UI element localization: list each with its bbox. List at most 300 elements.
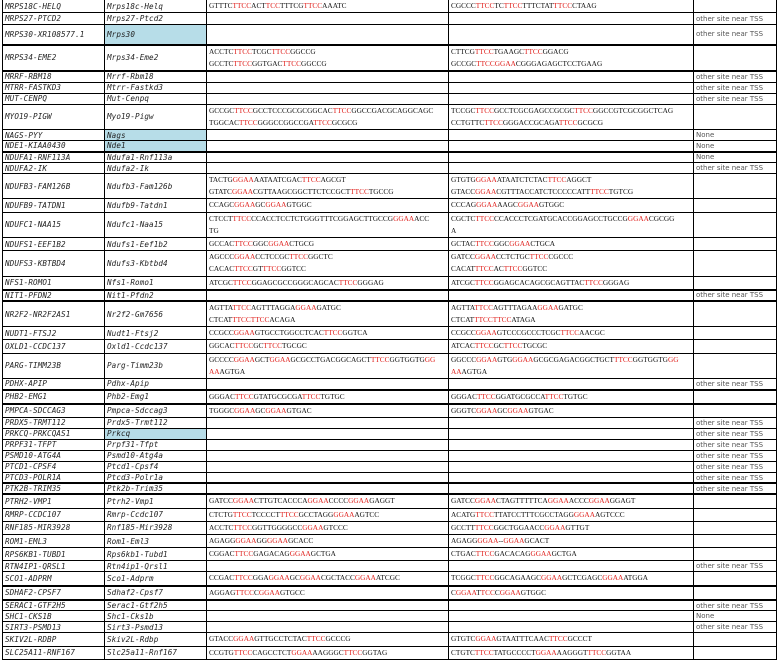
sequence-text: GTATC <box>209 187 232 197</box>
mouse-sequence <box>449 379 694 390</box>
note <box>694 508 777 521</box>
sequence-text: GC <box>289 573 300 583</box>
motif-highlight: GGAA <box>455 587 477 597</box>
table-body <box>3 0 777 659</box>
sequence-text: GTAATTTCAAC <box>496 634 549 644</box>
mouse-sequence <box>449 327 694 340</box>
mouse-sequence <box>449 13 694 25</box>
table-row <box>3 104 777 129</box>
sequence-text: GAGGT <box>369 496 395 506</box>
sequence-text: GTGTG <box>451 175 476 185</box>
sequence-line <box>209 509 446 521</box>
sequence-line <box>451 535 691 547</box>
motif-highlight: TTCC <box>558 117 578 127</box>
table-row <box>3 13 777 25</box>
sequence-line <box>209 327 446 339</box>
table-row <box>3 494 777 508</box>
sequence-text: ATCGC <box>451 277 475 287</box>
table-row <box>3 238 777 251</box>
sequence-line <box>209 174 446 186</box>
note <box>694 572 777 586</box>
sequence-text: GCCTCCCGCGCGGCAC <box>252 105 333 115</box>
mouse-sequence <box>449 82 694 93</box>
sequence-text: GGCAC <box>209 341 235 351</box>
mouse-gene-pair: Mrps18c-Helq <box>105 0 207 13</box>
mouse-sequence <box>449 0 694 13</box>
sequence-text: GTGGC <box>520 587 546 597</box>
note <box>694 174 777 199</box>
motif-highlight: TTCC <box>289 252 308 262</box>
human-sequence <box>207 439 449 450</box>
table-row <box>3 152 777 163</box>
table-row <box>3 0 777 13</box>
sequence-text: AGTCC <box>354 509 380 519</box>
table-row <box>3 390 777 404</box>
motif-highlight: TTCC <box>503 341 523 351</box>
motif-highlight: TTCCGGAA <box>476 58 516 68</box>
motif-highlight: TTCC <box>475 105 494 115</box>
human-sequence <box>207 586 449 600</box>
human-sequence <box>207 353 449 378</box>
sequence-text: GC <box>497 405 508 415</box>
motif-highlight: GGAA <box>299 573 321 583</box>
motif-highlight: GGAA <box>233 328 255 338</box>
motif-highlight: TTCC <box>239 117 258 127</box>
note: other site near TSS <box>694 417 777 428</box>
note: None <box>694 130 777 141</box>
human-sequence <box>207 0 449 13</box>
sequence-text: GTACC <box>451 187 476 197</box>
motif-highlight: GGAA <box>475 187 497 197</box>
mouse-sequence <box>449 494 694 508</box>
sequence-text: GATGC <box>316 302 341 312</box>
motif-highlight: GGAA <box>268 573 290 583</box>
sequence-line <box>209 495 446 507</box>
mouse-sequence <box>449 417 694 428</box>
table-row <box>3 611 777 622</box>
table-row <box>3 535 777 548</box>
sequence-line <box>209 405 446 417</box>
sequence-line <box>209 647 446 659</box>
sequence-text: TGCGC <box>522 341 548 351</box>
sequence-text: TGGCAC <box>209 117 239 127</box>
table-row <box>3 25 777 45</box>
motif-highlight: TTCC <box>474 302 493 312</box>
mouse-sequence <box>449 212 694 237</box>
mouse-gene-pair: Ndufb9-Tatdn1 <box>105 199 207 212</box>
mouse-gene-pair: Sco1-Adprm <box>105 572 207 586</box>
motif-highlight: TTCC <box>474 46 494 56</box>
human-sequence <box>207 25 449 45</box>
sequence-text: GGCCGTCGCGGCTCAG <box>592 105 674 115</box>
sequence-text: GCCCG <box>325 634 351 644</box>
motif-highlight: TTCC <box>323 328 343 338</box>
human-sequence <box>207 483 449 494</box>
motif-highlight: TTCC <box>553 1 573 10</box>
sequence-line <box>209 548 446 560</box>
sequence-text: GGGACCGCAGA <box>502 117 559 127</box>
sequence-text: TTTCTAT <box>522 1 554 10</box>
sequence-text: CACAT <box>451 264 475 274</box>
motif-highlight: TTCC <box>234 573 253 583</box>
human-sequence <box>207 417 449 428</box>
motif-highlight: TTCC <box>475 549 495 559</box>
sequence-line <box>451 548 691 560</box>
human-sequence <box>207 379 449 390</box>
sequence-line <box>209 0 446 12</box>
sequence-text: CCGCC <box>451 328 476 338</box>
sequence-text: GCCCC <box>209 354 234 364</box>
sequence-text: ACCTC <box>209 522 234 532</box>
table-row <box>3 45 777 71</box>
motif-highlight: TTCC <box>306 634 326 644</box>
sequence-text: CCGCC <box>209 328 234 338</box>
mouse-gene-pair: Ndufb3-Fam126b <box>105 174 207 199</box>
mouse-gene-pair: Myo19-Pigw <box>105 104 207 129</box>
motif-highlight: TTCC <box>474 522 494 532</box>
sequence-text: GCCTC <box>209 58 234 68</box>
human-sequence <box>207 163 449 174</box>
human-gene-pair: NDUFA1-RNF113A <box>3 152 105 163</box>
human-sequence <box>207 535 449 548</box>
motif-highlight: TTCC <box>233 522 252 532</box>
motif-highlight: TTCC <box>503 1 523 10</box>
human-sequence <box>207 199 449 212</box>
motif-highlight: GGAA <box>295 302 317 312</box>
sequence-text: ACCTC <box>209 46 234 56</box>
mouse-gene-pair: Pdhx-Apip <box>105 379 207 390</box>
mouse-sequence <box>449 461 694 472</box>
sequence-text: GTGCCTGGCCTCAC <box>254 328 324 338</box>
motif-highlight: GGAA <box>535 647 557 657</box>
human-gene-pair: NFS1-ROMO1 <box>3 276 105 290</box>
sequence-text: ACCC <box>568 496 589 506</box>
mouse-gene-pair: Mut-Cenpq <box>105 93 207 104</box>
human-gene-pair: SIRT3-PSMD13 <box>3 622 105 633</box>
human-sequence <box>207 611 449 622</box>
sequence-line <box>451 495 691 507</box>
human-sequence <box>207 238 449 251</box>
sequence-text: GCCGC <box>209 105 235 115</box>
sequence-line <box>209 58 446 70</box>
human-gene-pair: ROM1-EML3 <box>3 535 105 548</box>
mouse-sequence <box>449 45 694 71</box>
motif-highlight: TTCC <box>548 634 568 644</box>
sequence-line <box>209 535 446 547</box>
note <box>694 301 777 327</box>
mouse-gene-pair: Prkcq <box>105 428 207 439</box>
table-row <box>3 586 777 600</box>
note <box>694 251 777 276</box>
human-gene-pair: NDUFB9-TATDN1 <box>3 199 105 212</box>
motif-highlight: GGAA <box>348 496 370 506</box>
mouse-sequence <box>449 611 694 622</box>
mouse-gene-pair: Ptrh2-Vmp1 <box>105 494 207 508</box>
note: other site near TSS <box>694 93 777 104</box>
sequence-text: AGCCC <box>209 252 235 262</box>
sequence-line <box>209 633 446 645</box>
sequence-text: CTCAT <box>451 315 475 325</box>
sequence-text: GC <box>255 200 266 210</box>
human-sequence <box>207 327 449 340</box>
motif-highlight: GGAA <box>547 496 569 506</box>
sequence-text: AGGCT <box>566 175 592 185</box>
human-sequence <box>207 561 449 572</box>
motif-highlight: TTCC <box>474 341 494 351</box>
motif-highlight: GGAA <box>602 573 624 583</box>
mouse-gene-pair: Serac1-Gtf2h5 <box>105 600 207 611</box>
mouse-sequence <box>449 152 694 163</box>
human-sequence <box>207 152 449 163</box>
mouse-gene-pair: Mrps30 <box>105 25 207 45</box>
motif-highlight: GGAA <box>233 634 255 644</box>
table-row <box>3 561 777 572</box>
mouse-gene-pair: Mrrf-Rbm18 <box>105 71 207 82</box>
human-gene-pair: NAGS-PYY <box>3 130 105 141</box>
mouse-sequence <box>449 561 694 572</box>
motif-highlight: TTCC <box>503 264 523 274</box>
motif-highlight: GGAA <box>476 200 498 210</box>
sequence-text: TCCCCT <box>251 509 280 519</box>
sequence-text: CCGTG <box>209 647 234 657</box>
sequence-line <box>451 327 691 339</box>
sequence-text: GGTTGGGGCC <box>251 522 303 532</box>
sequence-text: AGTTA <box>209 302 233 312</box>
motif-highlight: GGAA <box>291 647 313 657</box>
mouse-sequence <box>449 483 694 494</box>
mouse-sequence <box>449 340 694 353</box>
sequence-line <box>451 238 691 250</box>
mouse-sequence <box>449 390 694 404</box>
sequence-text: GGCAGAAGC <box>494 573 542 583</box>
sequence-text: CTGCA <box>530 239 556 249</box>
human-gene-pair: NIT1-PFDN2 <box>3 290 105 301</box>
mouse-sequence <box>449 548 694 561</box>
sequence-text: TGGGC <box>209 405 235 415</box>
mouse-gene-pair: Ndufa2-Ik <box>105 163 207 174</box>
sequence-text: GGCCC <box>451 354 477 364</box>
table-row <box>3 404 777 418</box>
motif-highlight: TTCC <box>232 302 251 312</box>
sequence-line <box>209 263 446 275</box>
sequence-line <box>451 225 691 237</box>
note <box>694 0 777 13</box>
sequence-text: CCACCTCCTCTGGGTTTCGGAGCTTGCCG <box>251 213 394 223</box>
motif-highlight: GGAA <box>474 252 497 262</box>
sequence-text: GGCCG <box>290 46 316 56</box>
motif-highlight: GGAA <box>475 175 497 185</box>
sequence-line <box>209 225 446 237</box>
human-gene-pair: SKIV2L-RDBP <box>3 633 105 646</box>
motif-highlight: GGAA <box>573 509 595 519</box>
sequence-text: ATCGC <box>375 573 400 583</box>
human-sequence <box>207 93 449 104</box>
mouse-sequence <box>449 633 694 646</box>
sequence-text: AGCGT <box>320 175 346 185</box>
note: None <box>694 141 777 152</box>
sequence-line <box>451 46 691 58</box>
human-gene-pair: PTRH2-VMP1 <box>3 494 105 508</box>
table-row <box>3 428 777 439</box>
note: other site near TSS <box>694 163 777 174</box>
sequence-text: AGAGG <box>209 536 236 546</box>
motif-highlight: GGAA <box>475 328 497 338</box>
motif-highlight: TTCC <box>560 328 580 338</box>
motif-highlight: TTCC <box>475 509 494 519</box>
motif-highlight: AA <box>209 366 220 376</box>
sequence-text: AC <box>493 264 504 274</box>
motif-highlight: TTCC <box>232 277 252 287</box>
mouse-sequence <box>449 404 694 418</box>
sequence-text: GC <box>255 405 266 415</box>
note <box>694 238 777 251</box>
sequence-text: AAGGGT <box>556 647 588 657</box>
motif-highlight: TTCC <box>474 647 494 657</box>
mouse-gene-pair: Nfs1-Romo1 <box>105 276 207 290</box>
mouse-sequence <box>449 646 694 659</box>
sequence-text: GTGCC <box>279 587 305 597</box>
human-gene-pair: SERAC1-GTF2H5 <box>3 600 105 611</box>
sequence-text: GGGTC <box>451 405 477 415</box>
sequence-text: GGGAG <box>357 277 384 287</box>
motif-highlight: TTCC <box>234 391 254 401</box>
human-gene-pair: MUT-CENPQ <box>3 93 105 104</box>
sequence-text: ACC <box>414 213 430 223</box>
sequence-line <box>451 58 691 70</box>
sequence-text: GGACG <box>542 46 569 56</box>
human-sequence <box>207 450 449 461</box>
note: other site near TSS <box>694 439 777 450</box>
motif-highlight: TTCC <box>584 277 603 287</box>
human-gene-pair: SLC25A11-RNF167 <box>3 646 105 659</box>
human-gene-pair: PSMD10-ATG4A <box>3 450 105 461</box>
mouse-sequence <box>449 104 694 129</box>
sequence-text: GGGCCGGCCGA <box>257 117 314 127</box>
motif-highlight: TTCC <box>263 341 282 351</box>
motif-highlight: GGAA <box>475 634 497 644</box>
sequence-text: GCCTAGG <box>298 509 334 519</box>
human-gene-pair: MRPS27-PTCD2 <box>3 13 105 25</box>
table-row <box>3 353 777 378</box>
sequence-text: GATCC <box>209 496 233 506</box>
sequence-line <box>209 340 446 352</box>
sequence-line <box>209 354 446 366</box>
mouse-gene-pair: Skiv2L-Rdbp <box>105 633 207 646</box>
human-sequence <box>207 521 449 534</box>
sequence-line <box>209 302 446 314</box>
mouse-gene-pair: Mtrr-Fastkd3 <box>105 82 207 93</box>
motif-highlight: TTCC <box>234 264 253 274</box>
human-sequence <box>207 508 449 521</box>
sequence-text: GATCC <box>451 252 475 262</box>
sequence-text: CGGAC <box>209 549 235 559</box>
sequence-text: GTCCCGCCCTCGC <box>496 328 561 338</box>
note: other site near TSS <box>694 290 777 301</box>
motif-highlight: GGAA <box>232 496 255 506</box>
mouse-sequence <box>449 276 694 290</box>
sequence-text: AGAGG <box>451 536 478 546</box>
sequence-text: CGCCC <box>548 252 574 262</box>
motif-highlight: TTCC <box>544 391 564 401</box>
table-row <box>3 199 777 212</box>
human-sequence <box>207 340 449 353</box>
table-row <box>3 276 777 290</box>
human-gene-pair: SCO1-ADPRM <box>3 572 105 586</box>
sequence-text: AGTTA <box>451 302 475 312</box>
human-gene-pair: MYO19-PIGW <box>3 104 105 129</box>
sequence-text: GTTGCCTCTAC <box>254 634 307 644</box>
mouse-sequence <box>449 353 694 378</box>
sequence-line <box>209 314 446 326</box>
table-row <box>3 508 777 521</box>
human-gene-pair: SDHAF2-CPSF7 <box>3 586 105 600</box>
human-gene-pair: NUDT1-FTSJ2 <box>3 327 105 340</box>
note: other site near TSS <box>694 483 777 494</box>
human-sequence <box>207 141 449 152</box>
sequence-text: C <box>254 587 259 597</box>
motif-highlight: GGAA <box>627 213 649 223</box>
human-sequence <box>207 494 449 508</box>
motif-highlight: GG <box>667 354 679 364</box>
sequence-text: GAGACAG <box>253 549 290 559</box>
sequence-line <box>451 391 691 403</box>
sequence-text: ATCAC <box>451 341 475 351</box>
sequence-text: GG <box>256 536 267 546</box>
sequence-text: GGTGAC <box>251 58 283 68</box>
sequence-line <box>209 238 446 250</box>
mouse-sequence <box>449 251 694 276</box>
sequence-line <box>451 105 691 117</box>
sequence-text: GCTGA <box>310 549 336 559</box>
sequence-text: AATAATCGAC <box>253 175 302 185</box>
sequence-text: CTCAT <box>209 315 233 325</box>
mouse-gene-pair: Nudt1-Ftsj2 <box>105 327 207 340</box>
motif-highlight: TTCC <box>476 391 496 401</box>
sequence-text: GGCTC <box>307 252 333 262</box>
human-sequence <box>207 572 449 586</box>
motif-highlight: GGAA <box>265 405 287 415</box>
table-row <box>3 82 777 93</box>
sequence-line <box>451 340 691 352</box>
sequence-text: CGTTAAGCGGCTTCTCCGCT <box>253 187 351 197</box>
motif-highlight: TTCC <box>262 264 282 274</box>
table-row <box>3 572 777 586</box>
sequence-text: CGCTACC <box>320 573 355 583</box>
sequence-text: TCGGC <box>451 573 476 583</box>
sequence-text: GCTGA <box>551 549 577 559</box>
sequence-text: CTGTC <box>451 647 475 657</box>
sequence-text: ATAGA <box>511 315 536 325</box>
motif-highlight: GGAA <box>269 354 291 364</box>
human-sequence <box>207 600 449 611</box>
motif-highlight: GGAA <box>233 354 255 364</box>
sequence-line <box>451 354 691 366</box>
table-row <box>3 71 777 82</box>
motif-highlight: TTCC <box>234 239 253 249</box>
sequence-text: CCAGC <box>209 200 235 210</box>
sequence-text: ACATG <box>451 509 476 519</box>
sequence-text: CGGGAGAGCTCCTGAAG <box>515 58 603 68</box>
sequence-line <box>451 587 691 599</box>
human-gene-pair: SHC1-CKS1B <box>3 611 105 622</box>
sequence-text: GGAGT <box>609 496 636 506</box>
motif-highlight: TTCC <box>282 58 302 68</box>
human-gene-pair: PRKCQ-PRKCQAS1 <box>3 428 105 439</box>
human-sequence <box>207 174 449 199</box>
human-gene-pair: RPS6KB1-TUBD1 <box>3 548 105 561</box>
note: other site near TSS <box>694 600 777 611</box>
sequence-text: TTATCCTTTCGCCTAGG <box>493 509 574 519</box>
